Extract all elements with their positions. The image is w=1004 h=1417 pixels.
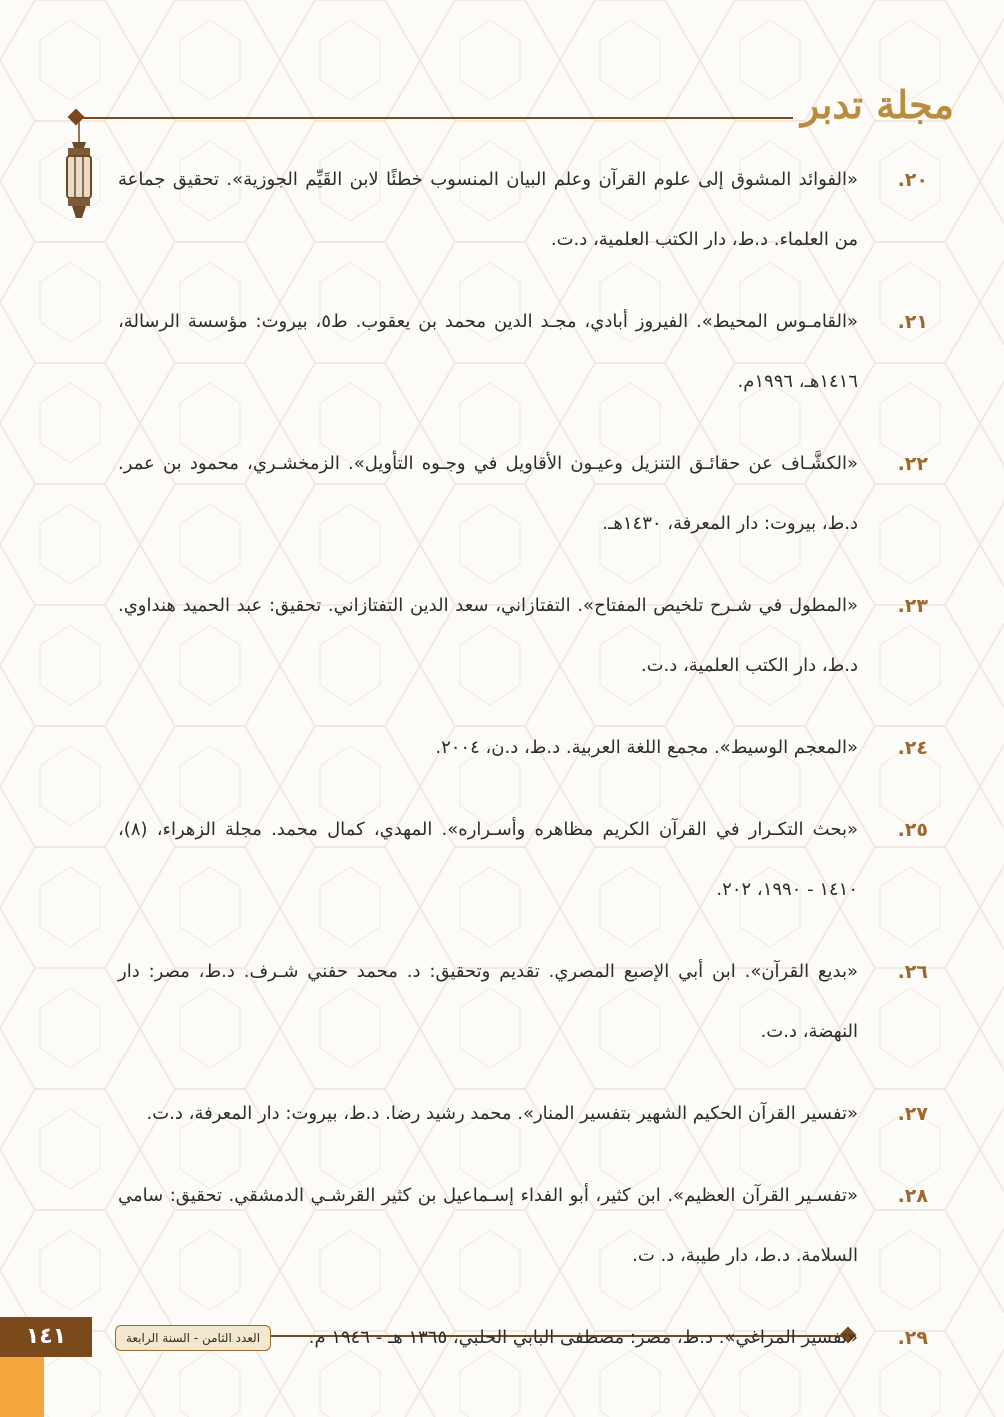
reference-number: ٢٢. bbox=[897, 453, 928, 475]
reference-text: «الكشَّـاف عن حقائـق التنزيل وعيـون الأقاويل في وجـوه التأويل». الزمخشـري، محمود بن عمر. د.ط، بيروت: دار المعرفة، ١٤٣٠هـ. bbox=[118, 453, 858, 534]
page-number: ١٤١ bbox=[0, 1317, 92, 1357]
reference-number: ٢٤. bbox=[897, 737, 928, 759]
reference-number: ٢٠. bbox=[897, 169, 928, 191]
reference-text: «المطول في شـرح تلخيص المفتاح». التفتازاني، سعد الدين التفتازاني. تحقيق: عبد الحميد هنداوي. د.ط، دار الكتب العلمية، د.ت. bbox=[118, 595, 858, 676]
header-rule bbox=[78, 117, 793, 119]
reference-text: «الفوائد المشوق إلى علوم القرآن وعلم البيان المنسوب خطئًا لابن القَيِّم الجوزية». تحقيق جماعة من العلماء. د.ط، دار الكتب العلمية، د.ت. bbox=[118, 169, 858, 250]
reference-item bbox=[118, 150, 928, 270]
reference-item bbox=[118, 1308, 928, 1368]
reference-text: «القامـوس المحيط». الفيروز أبادي، مجـد الدين محمد بن يعقوب. ط٥، بيروت: مؤسسة الرسالة، ١٤١٦هـ، ١٩٩٦م. bbox=[118, 311, 858, 392]
reference-number: ٢٦. bbox=[897, 961, 928, 983]
reference-item bbox=[118, 434, 928, 554]
reference-item bbox=[118, 576, 928, 696]
reference-item bbox=[118, 292, 928, 412]
magazine-logo: مجلة تدبر bbox=[800, 82, 954, 127]
reference-text: «تفسـير القرآن العظيم». ابن كثير، أبو الفداء إسـماعيل بن كثير القرشـي الدمشقي. تحقيق: سامي السلامة. د.ط، دار طيبة، د. ت. bbox=[118, 1185, 858, 1266]
reference-item bbox=[118, 1166, 928, 1286]
reference-item bbox=[118, 718, 928, 778]
reference-item bbox=[118, 800, 928, 920]
reference-text: «تفسير القرآن الحكيم الشهير بتفسير المنار». محمد رشيد رضا. د.ط، بيروت: دار المعرفة، د.ت. bbox=[146, 1103, 858, 1124]
reference-number: ٢١. bbox=[897, 311, 928, 333]
lantern-icon bbox=[62, 120, 96, 220]
reference-item bbox=[118, 942, 928, 1062]
reference-item bbox=[118, 1084, 928, 1144]
reference-text: «بحث التكـرار في القرآن الكريم مظاهره وأسـراره». المهدي، كمال محمد. مجلة الزهراء، (٨)، ١٤١٠ - ١٩٩٠، ٢٠٢. bbox=[118, 819, 858, 900]
reference-text: «تفسير المراغي». د.ط، مصر: مصطفى البابي الحلبي، ١٣٦٥ هـ - ١٩٤٦ م. bbox=[308, 1327, 858, 1348]
side-color-tab bbox=[0, 1357, 44, 1417]
reference-number: ٢٨. bbox=[897, 1185, 928, 1207]
reference-text: «بديع القرآن». ابن أبي الإصبع المصري. تقديم وتحقيق: د. محمد حفني شـرف. د.ط، مصر: دار النهضة، د.ت. bbox=[118, 961, 858, 1042]
reference-number: ٢٥. bbox=[897, 819, 928, 841]
reference-number: ٢٧. bbox=[897, 1103, 928, 1125]
reference-number: ٢٩. bbox=[897, 1327, 928, 1349]
references-list bbox=[118, 150, 928, 1390]
reference-number: ٢٣. bbox=[897, 595, 928, 617]
reference-text: «المعجم الوسيط». مجمع اللغة العربية. د.ط، د.ن، ٢٠٠٤. bbox=[435, 737, 858, 758]
issue-badge: العدد الثامن - السنة الرابعة bbox=[115, 1325, 271, 1351]
